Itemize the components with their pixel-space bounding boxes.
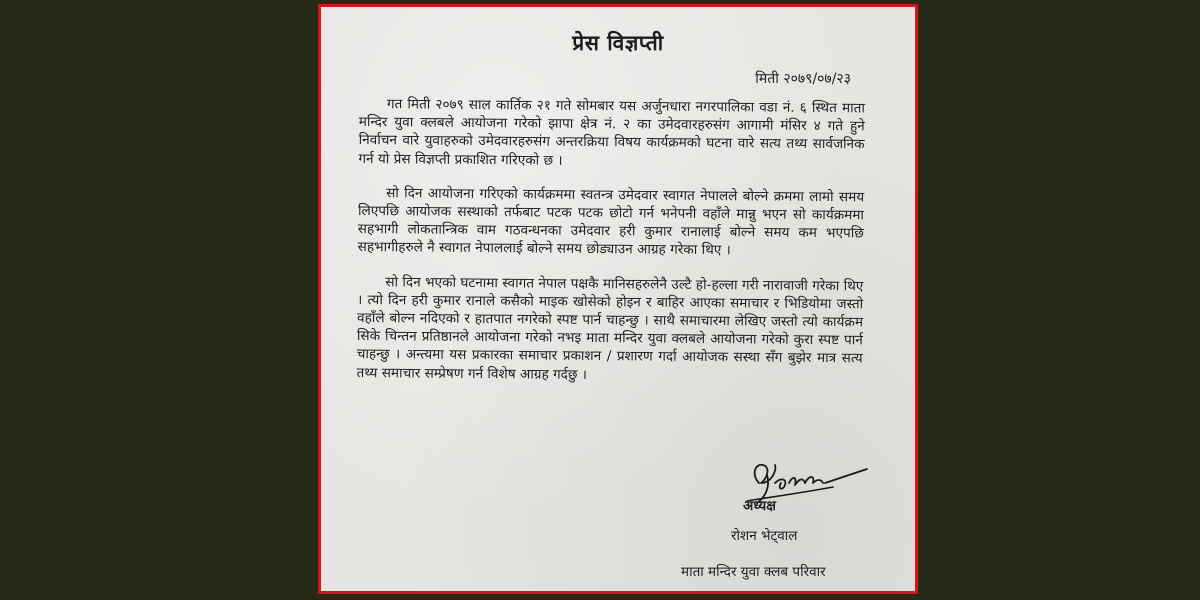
paragraph-2: सो दिन आयोजना गरिएको कार्यक्रममा स्वतन्त्र उमेदवार स्वागत नेपालले बोल्ने क्रममा लामो समय लिएपछि आयोजक सस्थाको तर्फबाट पटक पटक छोटो गर्न भनेपनी वहाँले मान्नु भएन सो कार्यक्रममा सहभागी लोकतान्त्रिक वाम गठवन्धनका उमेदवार हरी कुमार रानालाई बोल्ने समय कम भएपछि सहभागीहरुले नै स्वागत नेपाललाई बोल्ने समय छोड्याउन आग्रह गरेका थिए । (357, 185, 865, 259)
document-body (356, 95, 865, 402)
signer-name: रोशन भेट्वाल (731, 528, 798, 544)
document-date: मिती २०७९/०७/२३ (755, 71, 851, 87)
signer-designation: अध्यक्ष (743, 498, 776, 514)
paragraph-1: गत मिती २०७९ साल कार्तिक २१ गते सोमबार यस अर्जुनधारा नगरपालिका वडा नं. ६ स्थित माता मन्दिर युवा क्लबले आयोजना गरेको झापा क्षेत्र नं. २ का उमेदवारहरुसंग आगामी मंसिर ४ गते हुने निर्वाचन वारे युवाहरुको उमेदवारहरुसंग अन्तरक्रिया विषय कार्यक्रमको घटना वारे सत्य तथ्य सार्वजनिक गर्न यो प्रेस विज्ञप्ती प्रकाशित गरिएको छ । (358, 96, 865, 169)
organization-name: माता मन्दिर युवा क्लब परिवार (681, 564, 826, 580)
document-title: प्रेस विज्ञप्ती (572, 31, 664, 55)
document-frame (318, 4, 918, 594)
paragraph-3: सो दिन भएको घटनामा स्वागत नेपाल पक्षकै मानिसहरुलेनै उल्टै हो-हल्ला गरी नारावाजी गरेका थिए । त्यो दिन हरी कुमार रानाले कसैको माइक खोसेको होइन र बाहिर आएका समाचार र भिडियोमा जस्तो वहाँले बोल्न नदिएको र हातपात नगरेको स्पष्ट पार्न चाहन्छु । साथै समाचारमा लेखिए जस्तो त्यो कार्यक्रम सिके चिन्तन प्रतिष्ठानले आयोजना गरेको नभइ माता मन्दिर युवा क्लबले आयोजना गरेको कुरा स्पष्ट पार्न चाहन्छु । अन्त्यमा यस प्रकारका समाचार प्रकाशन / प्रशारण गर्दा आयोजक सस्था सँग बुझेर मात्र सत्य तथ्य समाचार सम्प्रेषण गर्न विशेष आग्रह गर्दछु । (356, 273, 864, 383)
press-release-paper (321, 7, 915, 591)
